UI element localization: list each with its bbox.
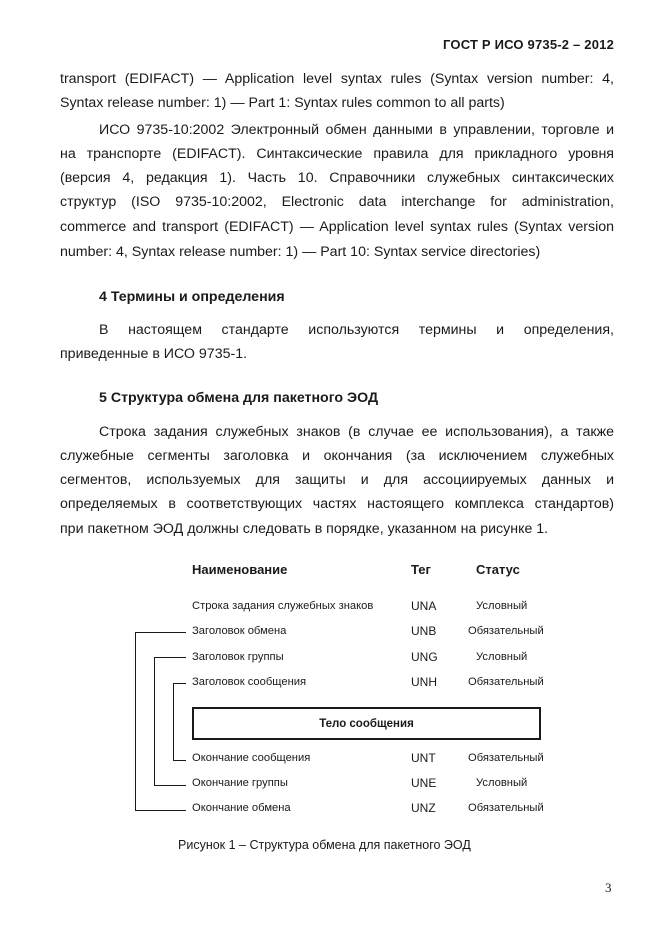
segment-status: Условный [476,651,528,663]
segment-name: Заголовок группы [192,651,284,663]
segment-name: Окончание сообщения [192,752,311,764]
paragraph-line: transport (EDIFACT) — Application level syntax rules (Syntax version number: 4, [60,71,614,87]
paragraph-line: (версия 4, редакция 1). Часть 10. Справочники служебных синтаксических [60,170,614,186]
segment-tag: UNZ [411,801,436,815]
paragraph-line: number: 4, Syntax release number: 1) — Part 10: Syntax service directories) [60,244,541,260]
segment-status: Обязательный [468,802,544,814]
segment-status: Условный [476,777,528,789]
segment-tag: UNB [411,624,437,638]
paragraph-line: при пакетном ЭОД должны следовать в порядке, указанном на рисунке 1. [60,521,549,537]
message-body-box: Тело сообщения [192,707,541,740]
paragraph-line: определяемых в соответствующих частях настоящего комплекса стандартов) [60,496,614,512]
paragraph-line: commerce and transport (EDIFACT) — Application level syntax rules (Syntax version [60,219,614,235]
section-heading: 4 Термины и определения [99,289,285,305]
segment-status: Обязательный [468,676,544,688]
column-header-name: Наименование [192,562,288,577]
document-header: ГОСТ Р ИСО 9735-2 – 2012 [443,37,614,52]
page-number: 3 [605,880,612,895]
segment-name: Строка задания служебных знаков [192,600,374,612]
segment-status: Условный [476,600,528,612]
paragraph-line: ИСО 9735-10:2002 Электронный обмен данными в управлении, торговле и [99,122,614,138]
paragraph-line: структур (ISO 9735-10:2002, Electronic data interchange for administration, [60,194,614,210]
segment-name: Заголовок обмена [192,625,287,637]
segment-status: Обязательный [468,752,544,764]
paragraph-line: приведенные в ИСО 9735-1. [60,346,248,362]
paragraph-line: Syntax release number: 1) — Part 1: Syntax rules common to all parts) [60,95,505,111]
segment-status: Обязательный [468,625,544,637]
segment-tag: UNE [411,776,437,790]
section-heading: 5 Структура обмена для пакетного ЭОД [99,390,379,406]
segment-name: Заголовок сообщения [192,676,307,688]
figure-caption: Рисунок 1 – Структура обмена для пакетного ЭОД [178,838,471,852]
paragraph-line: на транспорте (EDIFACT). Синтаксические правила для прикладного уровня [60,146,614,162]
column-header-tag: Тег [411,562,431,577]
segment-name: Окончание группы [192,777,288,789]
column-header-status: Статус [476,562,520,577]
segment-tag: UNG [411,650,438,664]
segment-name: Окончание обмена [192,802,291,814]
segment-tag: UNH [411,675,437,689]
paragraph-line: Строка задания служебных знаков (в случае ее использования), а также [99,424,614,440]
segment-tag: UNA [411,599,437,613]
segment-tag: UNT [411,751,436,765]
paragraph-line: сегментов, используемых для защиты и для ассоциируемых данных и [60,472,614,488]
message-bracket [173,683,186,761]
paragraph-line: служебные сегменты заголовка и окончания (за исключением служебных [60,448,614,464]
paragraph-line: В настоящем стандарте используются термины и определения, [99,322,614,338]
